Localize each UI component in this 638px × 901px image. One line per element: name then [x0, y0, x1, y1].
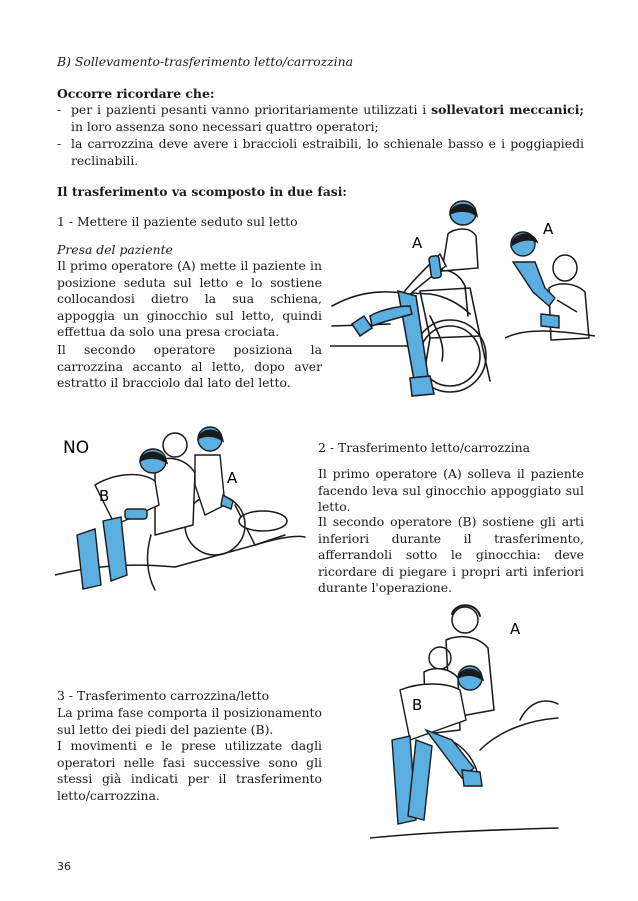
figure-cross-grip-illustration	[505, 218, 597, 360]
step2-paragraph-2: Il secondo operatore (B) sostiene gli arti inferiori durante il trasferimento, afferrandoli sotto le ginocchia: deve ricordare di piegare i propri arti inferiori durante l'operazione.	[318, 514, 584, 596]
figure-wheelchair-to-bed-illustration	[370, 600, 560, 845]
figure-label-b: B	[412, 696, 423, 714]
phases-heading: Il trasferimento va scomposto in due fasi:	[57, 184, 347, 199]
item-text-before: per i pazienti pesanti vanno prioritariamente utilizzati i	[71, 102, 432, 117]
item-text: la carrozzina deve avere i braccioli estraibili, lo schienale basso e i poggiapiedi reclinabili.	[71, 136, 584, 168]
step1-paragraph-2: Il secondo operatore posiziona la carrozzina accanto al letto, dopo aver estratto il bracciolo dal lato del letto.	[57, 342, 322, 391]
step1-subtitle: Presa del paziente	[57, 242, 173, 257]
figure-incorrect-lift-illustration	[55, 425, 310, 610]
figure-bed-sitting-illustration	[330, 196, 500, 411]
step2-paragraph-1: Il primo operatore (A) solleva il paziente facendo leva sul ginocchio appoggiato sul letto.	[318, 466, 584, 515]
step3-paragraph-2: I movimenti e le prese utilizzate dagli operatori nelle fasi successive sono gli stessi già indicati per il trasferimento letto/carrozzina.	[57, 738, 322, 803]
figure-label-a: A	[510, 620, 521, 638]
reminder-heading: Occorre ricordare che:	[57, 86, 215, 101]
page-number: 36	[57, 860, 71, 873]
reminder-item-1	[57, 102, 584, 135]
figure-label-no: NO	[63, 438, 90, 458]
figure-label-a: A	[543, 220, 554, 238]
figure-label-b: B	[99, 487, 110, 505]
step1-title: 1 - Mettere il paziente seduto sul letto	[57, 214, 298, 229]
step2-title: 2 - Trasferimento letto/carrozzina	[318, 440, 531, 455]
reminder-item-2	[57, 136, 584, 169]
step1-paragraph-1: Il primo operatore (A) mette il paziente in posizione seduta sul letto e lo sostiene collocandosi dietro la sua schiena, appoggia un ginocchio sul letto, quindi effettua da solo una presa crociata.	[57, 258, 322, 340]
step3-title: 3 - Trasferimento carrozzina/letto	[57, 688, 270, 703]
list-dash: -	[57, 102, 62, 117]
step3-paragraph-1: La prima fase comporta il posizionamento sul letto dei piedi del paziente (B).	[57, 705, 322, 737]
section-title: B) Sollevamento-trasferimento letto/carrozzina	[57, 54, 353, 69]
item-text-after: in loro assenza sono necessari quattro operatori;	[71, 118, 379, 134]
figure-label-a: A	[412, 234, 423, 252]
figure-label-a: A	[227, 469, 238, 487]
list-dash: -	[57, 136, 62, 151]
item-text-bold: sollevatori meccanici;	[431, 102, 584, 117]
